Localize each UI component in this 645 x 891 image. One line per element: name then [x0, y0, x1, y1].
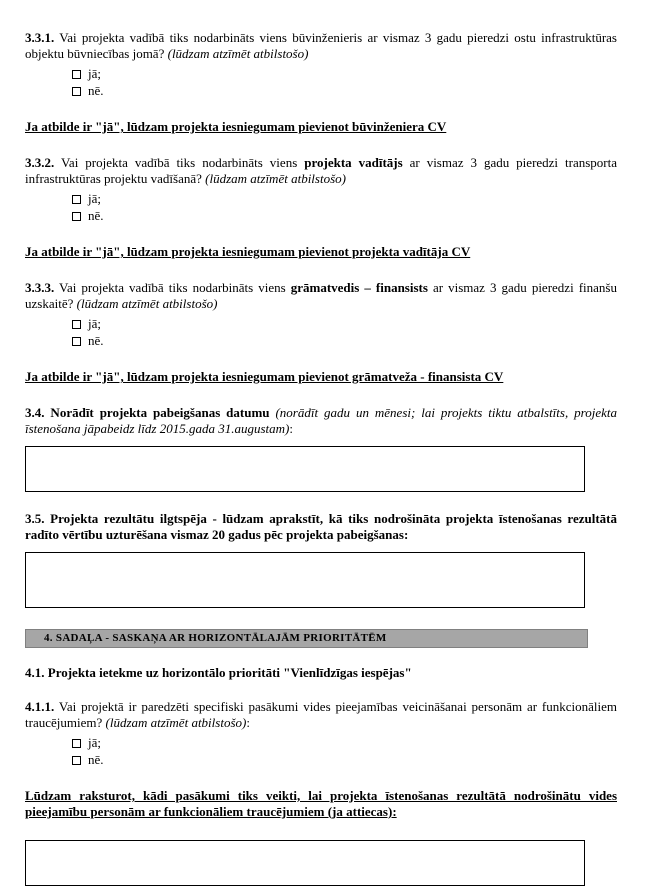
question-text: Vai projekta vadībā tiks nodarbināts viens [54, 280, 291, 295]
question-number: 3.3.1. [25, 30, 55, 45]
option-ne[interactable] [72, 333, 617, 349]
question-suffix: : [289, 421, 293, 436]
option-ja-label: jā; [88, 316, 101, 331]
question-text: Vai projekta vadībā tiks nodarbināts viens [54, 155, 305, 170]
instruction-cv-gramatvedis: Ja atbilde ir "jā", lūdzam projekta iesniegumam pievienot grāmatveža - finansista CV [25, 369, 504, 384]
option-ne-label: nē. [88, 83, 104, 98]
option-ne-label: nē. [88, 333, 104, 348]
prompt-accessibility-measures: Lūdzam raksturot, kādi pasākumi tiks veikti, lai projekta īstenošanas rezultātā nodrošinātu vides pieejamību personām ar funkcionāliem traucējumiem (ja attiecas): [25, 788, 617, 819]
option-ne[interactable] [72, 83, 617, 99]
question-number: 3.3.3. [25, 280, 55, 295]
option-ja[interactable] [72, 316, 617, 332]
question-text: Vai projekta vadībā tiks nodarbināts viens būvinženieris ar vismaz 3 gadu pieredzi ostu infrastruktūras objektu būvniecības jomā? [25, 30, 617, 61]
checkbox-ne[interactable] [72, 87, 81, 96]
answer-box-3-5[interactable] [25, 552, 585, 608]
answer-box-4-1-1[interactable] [25, 840, 585, 886]
option-ne-label: nē. [88, 752, 104, 767]
section-4-header [25, 629, 588, 648]
question-3-3-1 [25, 30, 617, 62]
answer-box-3-4[interactable] [25, 446, 585, 492]
options-3-3-2 [72, 191, 617, 224]
subsection-4-1-title: 4.1. Projekta ietekme uz horizontālo prioritāti "Vienlīdzīgas iespējas" [25, 665, 412, 680]
option-ne[interactable] [72, 208, 617, 224]
instruction-cv-projekta-vaditajs: Ja atbilde ir "jā", lūdzam projekta iesniegumam pievienot projekta vadītāja CV [25, 244, 471, 259]
checkbox-ne[interactable] [72, 212, 81, 221]
options-3-3-3 [72, 316, 617, 349]
question-text: ar vismaz 3 gadu pieredzi finanšu uzskaitē? [25, 280, 617, 311]
option-ja[interactable] [72, 66, 617, 82]
question-3-3-2 [25, 155, 617, 187]
question-label: 3.4. Norādīt projekta pabeigšanas datumu [25, 405, 276, 420]
section-4-title: 4. SADAĻA - SASKAŅA AR HORIZONTĀLAJĀM PRIORITĀTĒM [44, 632, 387, 644]
option-ne[interactable] [72, 752, 617, 768]
options-4-1-1 [72, 735, 617, 768]
option-ja-label: jā; [88, 191, 101, 206]
checkbox-ja[interactable] [72, 70, 81, 79]
question-text: ar vismaz 3 gadu pieredzi transporta infrastruktūras projektu vadīšanā? [25, 155, 617, 186]
checkbox-ne[interactable] [72, 337, 81, 346]
option-ja-label: jā; [88, 66, 101, 81]
question-note: (lūdzam atzīmēt atbilstošo) [76, 296, 218, 311]
question-number: 4.1.1. [25, 699, 55, 714]
option-ne-label: nē. [88, 208, 104, 223]
instruction-cv-buvinzenieris: Ja atbilde ir "jā", lūdzam projekta iesniegumam pievienot būvinženiera CV [25, 119, 447, 134]
checkbox-ne[interactable] [72, 756, 81, 765]
options-3-3-1 [72, 66, 617, 99]
question-bold-term: projekta vadītājs [304, 155, 403, 170]
option-ja-label: jā; [88, 735, 101, 750]
question-note: (norādīt gadu un mēnesi; lai projekts tiktu atbalstīts, projekta īstenošana jāpabeidz līdz 2015.gada 31.augustam) [25, 405, 617, 436]
checkbox-ja[interactable] [72, 195, 81, 204]
checkbox-ja[interactable] [72, 739, 81, 748]
question-3-3-3 [25, 280, 617, 312]
question-4-1-1 [25, 699, 617, 731]
option-ja[interactable] [72, 191, 617, 207]
question-text: Vai projektā ir paredzēti specifiski pasākumi vides pieejamības veicināšanai personām ar funkcionāliem traucējumiem? [25, 699, 617, 730]
question-suffix: : [246, 715, 250, 730]
question-note: (lūdzam atzīmēt atbilstošo) [167, 46, 309, 61]
checkbox-ja[interactable] [72, 320, 81, 329]
question-3-4 [25, 405, 617, 437]
question-number: 3.3.2. [25, 155, 55, 170]
question-note: (lūdzam atzīmēt atbilstošo) [105, 715, 247, 730]
option-ja[interactable] [72, 735, 617, 751]
question-note: (lūdzam atzīmēt atbilstošo) [205, 171, 346, 186]
question-3-5: 3.5. Projekta rezultātu ilgtspēja - lūdzam aprakstīt, kā tiks nodrošināta projekta īstenošanas rezultātā radīto vērtību uzturēšana vismaz 20 gadus pēc projekta pabeigšanas: [25, 511, 617, 542]
question-bold-term: grāmatvedis – finansists [290, 280, 428, 295]
